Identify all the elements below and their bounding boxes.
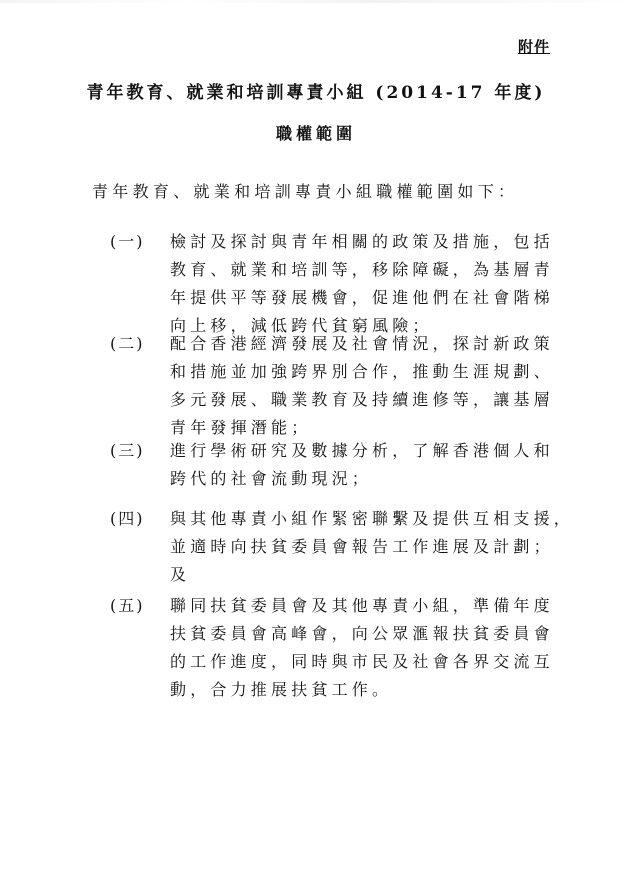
item-line: 扶貧委員會高峰會，向公眾滙報扶貧委員會 [170,624,554,643]
item-line: 與其他專責小組作緊密聯繫及提供互相支援， [170,509,575,528]
item-text [170,592,554,704]
document-title: 青年教育、就業和培訓專責小組 (2014-17 年度) [86,83,546,103]
item-line: 跨代的社會流動現況； [170,469,373,488]
item-line: 青年發揮潛能； [170,418,312,437]
item-line: 多元發展、職業教育及持續進修等，讓基層 [170,390,554,409]
item-line: 聯同扶貧委員會及其他專責小組，準備年度 [170,596,554,615]
item-line: 的工作進度，同時與市民及社會各界交流互 [170,652,554,671]
item-line: 及 [170,565,191,584]
scan-edge [0,0,632,3]
item-line: 檢討及探討與青年相關的政策及措施，包括 [170,232,554,251]
annex-label: 附件 [517,38,550,56]
item-text [170,228,554,340]
list-item-2 [110,330,554,442]
item-number: (五) [110,596,145,615]
item-line: 配合香港經濟發展及社會情況，探討新政策 [170,334,554,353]
item-line: 動，合力推展扶貧工作。 [170,680,393,699]
item-number: (二) [110,334,145,353]
item-line: 向上移，減低跨代貧窮風險； [170,316,433,335]
list-item-5 [110,592,554,704]
item-line: 進行學術研究及數據分析，了解香港個人和 [170,441,554,460]
list-item-1 [110,228,554,340]
item-line: 年提供平等發展機會，促進他們在社會階梯 [170,288,554,307]
item-line: 教育、就業和培訓等，移除障礙，為基層青 [170,260,554,279]
item-line: 並適時向扶貧委員會報告工作進展及計劃； [170,537,554,556]
list-item-3 [110,437,554,493]
intro-paragraph: 青年教育、就業和培訓專責小組職權範圍如下： [92,182,519,201]
list-item-4 [110,505,575,589]
item-text [170,330,554,442]
item-number: (三) [110,441,145,460]
item-number: (一) [110,232,145,251]
item-text [170,437,554,493]
item-line: 和措施並加強跨界別合作，推動生涯規劃、 [170,362,554,381]
document-subtitle: 職權範圍 [275,124,356,143]
item-number: (四) [110,509,145,528]
item-text [170,505,575,589]
